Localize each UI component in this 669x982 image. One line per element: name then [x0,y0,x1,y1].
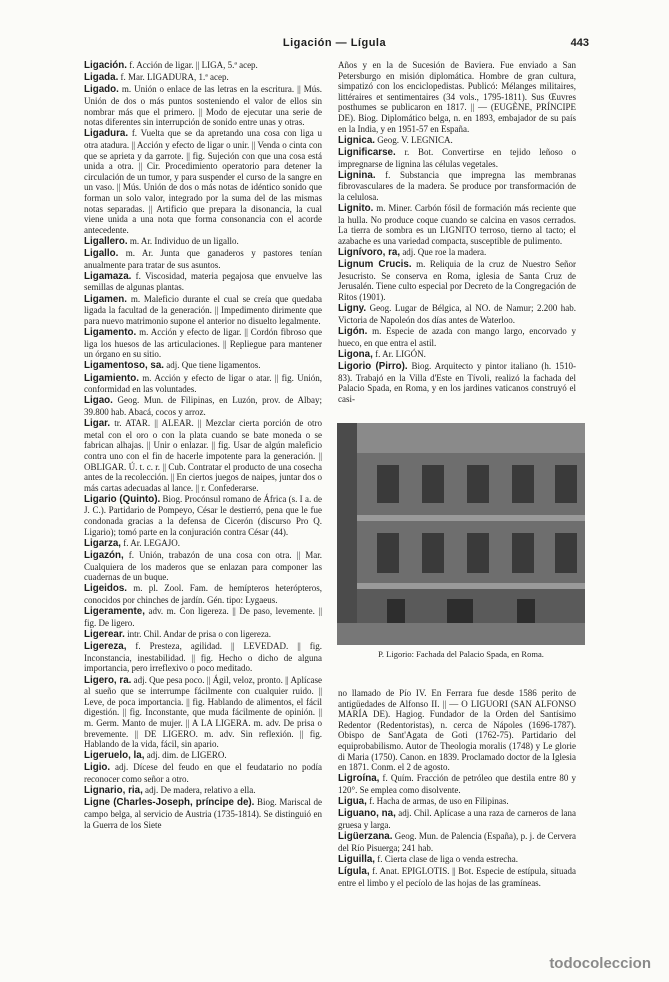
dictionary-entry [338,688,576,773]
entry-definition: f. Vuelta que se da apretando una cosa con liga u otra atadura. || Acción y efecto de ligar o unir. || Venda o cinta con que se aprieta y da garrote. || fig. Sujeción con que una cosa está unida a otra. || Cir. Procedimiento operatorio para detener la circulación de un tumor, y para suspender el curso de la sangre en un vaso. || Mús. Unión de dos o más notas de idéntico sonido que forman un solo valor, integrado por la suma del de las mismas notas separadas. || Artificio que prepara la disonancia, la cual viene unida a una nota que forma consonancia con el acorde antecedente. [84,128,322,235]
dictionary-entry [84,373,322,395]
palazzo-spada-facade-image [337,423,585,645]
dictionary-entry [84,248,322,270]
entry-definition: f. Acción de ligar. || LIGA, 5.ª acep. [127,60,258,70]
right-column-top [338,60,576,405]
entry-headword: Lignificarse. [338,146,396,158]
entry-definition: f. Unión, trabazón de una cosa con otra. || Mar. Cualquiera de los maderos que se enlazan para componer las cuadernas de un buque. [84,550,322,583]
dictionary-entry [84,60,322,72]
entry-definition: m. Reliquia de la cruz de Nuestro Señor Jesucristo. Se conserva en Roma, iglesia de Santa Cruz de Jerusalén. Tiene culto especial por Decreto de la Congregación de Ritos (1901). [338,259,576,303]
entry-headword: Ligamentoso, sa. [84,360,165,372]
entry-definition: f. Hacha de armas, de uso en Filipinas. [366,796,509,807]
dictionary-entry [84,550,322,583]
entry-definition: tr. ATAR. || ALEAR. || Mezclar cierta porción de otro metal con el oro o con la plata cuando se bate moneda o se fabrican alhajas. || Unir o enlazar. || fig. Usar de algún maleficio contra uno con el fin de hacerle impotente para la generación. || OBLIGAR. Ú. t. c. r. || Cub. Contratar el producto de una cosecha antes de la recolección. || En ciertos juegos de naipes, juntar dos o más cartas adecuadas al lance. || r. Confederarse. [84,418,322,493]
entry-definition: adj. Que roe la madera. [400,247,487,258]
dictionary-entry [84,128,322,235]
entry-definition: adj. Que tiene ligamentos. [164,360,261,371]
left-column [84,60,322,831]
figure-caption: P. Ligorio: Fachada del Palacio Spada, en Roma. [378,649,544,659]
entry-definition: adj. Que pesa poco. || Ágil, veloz, pronto. || Aplícase al sueño que se interrumpe fácilmente con cualquier ruido. || Leve, de poca importancia. || fig. Hablando de alimentos, el fácil digestión. || fig. Inconstante, que muda fácilmente de opinión. || m. Germ. Manto de mujer. || A LA LIGERA. m. adv. De prisa o brevemente. || DE LIGERO. m. adv. Sin reflexión. || fig. Hablando de la vida, fácil, sin apario. [84,674,322,750]
dictionary-entry [338,247,576,259]
entry-definition: m. Ar. Junta que ganaderos y pastores tenían anualmente para tratar de sus asuntos. [84,248,322,270]
entry-headword: Ligne (Charles-Joseph, príncipe de). [84,797,255,809]
dictionary-entry [338,326,576,348]
dictionary-entry [84,494,322,537]
dictionary-entry [84,395,322,417]
entry-headword: Ligerear. [84,628,125,640]
entry-definition: m. Especie de azada con mango largo, encorvado y hueco, en que entra el astil. [338,326,576,348]
entry-headword: Ligazón, [84,550,124,562]
entry-headword: Ligorio (Pirro). [338,360,408,372]
entry-definition: m. Acción y efecto de ligar. || Cordón fibroso que liga los huesos de las articulaciones. || Repliegue para mantener un órgano en su sitio. [84,327,322,360]
entry-headword: Ligada. [84,72,119,84]
entry-definition: adv. m. Con ligereza. || De paso, levemente. || fig. De ligero. [84,606,322,628]
watermark-logo: todocoleccion [549,955,651,972]
entry-definition: f. Ar. LIGÓN. [372,348,426,359]
entry-headword: Ligación. [84,60,128,71]
dictionary-entry [84,360,322,372]
entry-definition: f. Cierta clase de liga o venda estrecha. [375,853,518,864]
entry-headword: Ligüerzana. [338,831,393,843]
entry-definition: f. Mar. LIGADURA, 1.ª acep. [118,72,229,83]
entry-headword: Lignica. [338,134,376,146]
dictionary-entry [84,675,322,750]
entry-definition: adj. Chil. Aplícase a una raza de carneros de lana gruesa y larga. [338,808,576,830]
entry-headword: Ligio. [84,762,111,774]
entry-definition: f. Anat. EPIGLOTIS. || Bot. Especie de estípula, situada entre el limbo y el pecíolo de las hojas de las gramíneas. [338,866,576,888]
entry-definition: f. Quím. Fracción de petróleo que destila entre 80 y 120°. Se emplea como disolvente. [338,773,576,795]
dictionary-entry [84,785,322,797]
entry-definition: f. Viscosidad, materia pegajosa que envuelve las semillas de algunas plantas. [84,270,322,293]
entry-definition: intr. Chil. Andar de prisa o con ligereza. [124,628,272,639]
entry-headword: Ligao. [84,395,113,407]
entry-headword: Lignito. [338,203,374,215]
entry-headword: Ligado. [84,84,119,96]
entry-definition: no llamado de Pío IV. En Ferrara fue desde 1586 perito de antigüedades de Alfonso II. || — O LIGUORI (SAN ALFONSO MARÍA DE). Hagiog. Fundador de la Orden del Santísimo Redentor (Redentoristas), n. cerca de Nápoles (1696-1787). Obispo de Sant'Agata de Goti (1762-75). Partidario del equiprobabilismo. Autor de Theologia moralis (1748) y Le glorie di Maria (1750). Canon. en 1839. Proclamado doctor de la Iglesia en 1871. Conm. el 2 de agosto. [338,688,576,773]
entry-definition: f. Presteza, agilidad. || LEVEDAD. || fig. Inconstancia, inestabilidad. || fig. Hecho o dicho de alguna importancia, pero irreflexivo o poco meditado. [84,641,322,674]
dictionary-entry [84,84,322,127]
entry-headword: Ligadura. [84,128,129,140]
dictionary-entry [338,808,576,830]
entry-headword: Ligroína, [338,773,380,785]
entry-definition: f. Ar. LEGAJO. [121,537,181,548]
figure [337,423,585,666]
entry-headword: Ligamaza. [84,270,132,282]
entry-definition: m. pl. Zool. Fam. de hemípteros heterópteros, conocidos por chinches de jardín. Gén. tipo: Lygaeus. [84,583,322,605]
palace-photo [337,423,585,645]
dictionary-entry [338,135,576,147]
entry-headword: Ligereza, [84,641,127,653]
entry-headword: Ligallero. [84,235,128,247]
entry-headword: Ligamiento. [84,372,139,384]
entry-definition: Geog. V. LEGNICA. [375,134,453,145]
entry-headword: Ligeramente, [84,606,145,618]
dictionary-entry [84,606,322,628]
dictionary-entry [84,327,322,360]
page-number: 443 [570,37,589,49]
entry-definition: Geog. Lugar de Bélgica, al NO. de Namur; 2.200 hab. Victoria de Napoleón dos días antes de Waterloo. [338,303,576,325]
dictionary-entry [338,259,576,302]
dictionary-entry [338,170,576,203]
entry-headword: Ligamento. [84,327,137,338]
dictionary-entry [338,303,576,325]
dictionary-entry [338,854,576,866]
running-header: Ligación — Lígula [282,37,387,49]
entry-headword: Ligeruelo, la, [84,750,145,762]
entry-definition: Biog. Arquitecto y pintor italiano (h. 1510-83). Trabajó en la Villa d'Este en Tívoli, realizó la fachada del Palacio Spada, en Roma, y en los jardines vaticanos construyó el casi- [338,360,576,404]
dictionary-entry [84,294,322,327]
entry-definition: adj. Dícese del feudo en que el feudatario no podía reconocer como señor a otro. [84,762,322,785]
dictionary-entry [338,773,576,795]
entry-headword: Ligeidos. [84,583,128,595]
entry-definition: r. Bot. Convertirse en tejido leñoso o impregnarse de lignina las células vegetales. [338,146,576,169]
entry-definition: Geog. Mun. de Palencia (España), p. j. de Cervera del Río Pisuerga; 241 hab. [338,831,576,853]
dictionary-entry [84,583,322,605]
dictionary-entry [84,641,322,674]
entry-headword: Liguilla, [338,853,376,865]
dictionary-entry [84,538,322,550]
entry-definition: m. Maleficio durante el cual se creía que quedaba ligada la facultad de la generación. || Impedimento dirimente que para nuevo matrimonio supone el anterior no disuelto legalmente. [84,293,322,326]
entry-headword: Ligua, [338,796,367,808]
entry-definition: adj. De madera, relativo a ella. [142,785,256,796]
dictionary-entry [338,361,576,404]
entry-headword: Ligario (Quinto). [84,493,161,505]
dictionary-entry [338,349,576,361]
entry-headword: Ligallo. [84,248,119,260]
entry-definition: f. Substancia que impregna las membranas fibrovasculares de la madera. Se produce por transformación de la celulosa. [338,169,576,202]
dictionary-entry [84,418,322,493]
dictionary-entry [84,750,322,762]
entry-headword: Ligamen. [84,293,128,305]
dictionary-entry [84,72,322,84]
entry-headword: Ligón. [338,326,368,337]
entry-headword: Liguano, na, [338,808,396,820]
entry-definition: m. Ar. Individuo de un ligallo. [127,235,239,246]
entry-headword: Lignívoro, ra, [338,247,401,259]
entry-headword: Lignum Crucis. [338,259,412,271]
entry-headword: Ligero, ra. [84,674,132,686]
dictionary-entry [338,831,576,853]
dictionary-entry [84,271,322,293]
dictionary-entry [338,60,576,134]
entry-definition: adj. dim. de LIGERO. [144,750,227,761]
entry-headword: Ligona, [338,348,373,360]
entry-headword: Lígula, [338,866,370,878]
entry-definition: m. Unión o enlace de las letras en la escritura. || Mús. Unión de dos o más puntos sosteniendo el valor de ellos sin nombrar más que el primero. || Modo de ejecutar una serie de notas diferentes sin interrupción de sonido entre unas y otras. [84,84,322,128]
dictionary-entry [84,762,322,784]
entry-headword: Ligarza, [84,537,122,549]
entry-definition: Años y en la de Sucesión de Baviera. Fue enviado a San Petersburgo en misión diplomática. Hombre de gran cultura, simpatizó con los enciclopedistas. Publicó: Mélanges militaires, littéraires et sentimentaires (34 vols., 1795-1811). Sus Œuvres posthumes se publicaron en 1817. || — (EUGÈNE, PRÍNCIPE DE). Biog. Diplomático belga, n. en 1893, embajador de su país en la India, y en 1951-57 en España. [338,60,576,134]
entry-headword: Ligar. [84,418,111,430]
right-column-bottom [338,688,576,889]
dictionary-entry [84,236,322,248]
entry-definition: Biog. Mariscal de campo belga, al servicio de Austria (1735-1814). Se distinguió en la Guerra de los Siete [84,797,322,830]
dictionary-entry [84,797,322,830]
dictionary-entry [84,629,322,641]
dictionary-entry [338,147,576,169]
entry-definition: m. Miner. Carbón fósil de formación más reciente que la hulla. No produce coque cuando se calcina en vasos cerrados. La tierra de sombra es un LIGNITO terroso, tierno al tacto; el azabache es una variedad compacta, susceptible de pulimento. [338,203,576,246]
entry-headword: Lignina. [338,169,376,181]
entry-definition: m. Acción y efecto de ligar o atar. || fig. Unión, conformidad en las voluntades. [84,372,322,395]
entry-headword: Ligny. [338,303,367,315]
entry-headword: Lignario, ria, [84,785,143,797]
dictionary-entry [338,796,576,808]
entry-definition: Biog. Procónsul romano de África (s. I a. de J. C.). Partidario de Pompeyo, César le destierró, pena que le fue condonada gracias a la defensa de Cicerón (discurso Pro Q. Ligario); tomó parte en la conjuración contra César (44). [84,493,322,537]
dictionary-entry [338,203,576,246]
entry-definition: Geog. Mun. de Filipinas, en Luzón, prov. de Albay; 39.800 hab. Abacá, cocos y arroz. [84,395,322,417]
dictionary-entry [338,866,576,888]
